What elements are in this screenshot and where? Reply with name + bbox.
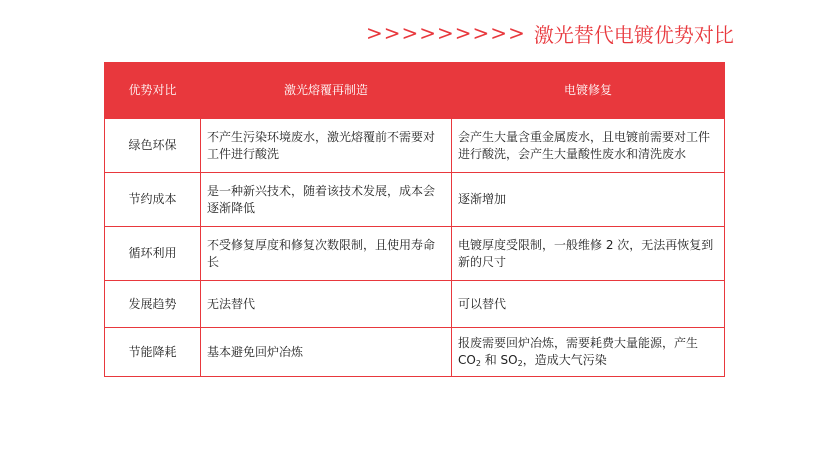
plating-text-after: ，造成大气污染 xyxy=(522,353,607,367)
row-label: 绿色环保 xyxy=(105,119,201,173)
co2-subscript: 2 xyxy=(475,359,481,368)
plating-cell: 逐渐增加 xyxy=(452,173,725,227)
laser-cell: 无法替代 xyxy=(201,281,452,328)
laser-cell: 不受修复厚度和修复次数限制，且使用寿命长 xyxy=(201,227,452,281)
page-heading xyxy=(366,18,734,48)
table-row xyxy=(105,328,725,377)
chevron-right-icon: >>>>>>>>> xyxy=(366,21,526,45)
column-header-electroplating: 电镀修复 xyxy=(452,63,725,119)
row-label: 发展趋势 xyxy=(105,281,201,328)
table-row xyxy=(105,281,725,328)
laser-cell: 不产生污染环境废水，激光熔覆前不需要对工件进行酸洗 xyxy=(201,119,452,173)
plating-cell: 可以替代 xyxy=(452,281,725,328)
comparison-table xyxy=(104,62,725,377)
laser-cell: 是一种新兴技术，随着该技术发展，成本会逐渐降低 xyxy=(201,173,452,227)
table-row xyxy=(105,119,725,173)
plating-cell: 会产生大量含重金属废水，且电镀前需要对工件进行酸洗，会产生大量酸性废水和清洗废水 xyxy=(452,119,725,173)
plating-text-before: 报废需要回炉冶炼，需要耗费大量能源，产生 CO xyxy=(458,336,699,367)
page-title: 激光替代电镀优势对比 xyxy=(533,22,734,47)
laser-cell: 基本避免回炉冶炼 xyxy=(201,328,452,377)
row-label: 节约成本 xyxy=(105,173,201,227)
column-header-laser-cladding: 激光熔覆再制造 xyxy=(201,63,452,119)
table-row xyxy=(105,227,725,281)
plating-text-middle: 和 SO xyxy=(480,353,518,367)
so2-subscript: 2 xyxy=(517,359,523,368)
table-row xyxy=(105,173,725,227)
plating-cell: 电镀厚度受限制，一般维修 2 次，无法再恢复到新的尺寸 xyxy=(452,227,725,281)
row-label: 节能降耗 xyxy=(105,328,201,377)
plating-cell xyxy=(452,328,725,377)
row-label: 循环利用 xyxy=(105,227,201,281)
column-header-aspect: 优势对比 xyxy=(105,63,201,119)
table-header-row xyxy=(105,63,725,119)
